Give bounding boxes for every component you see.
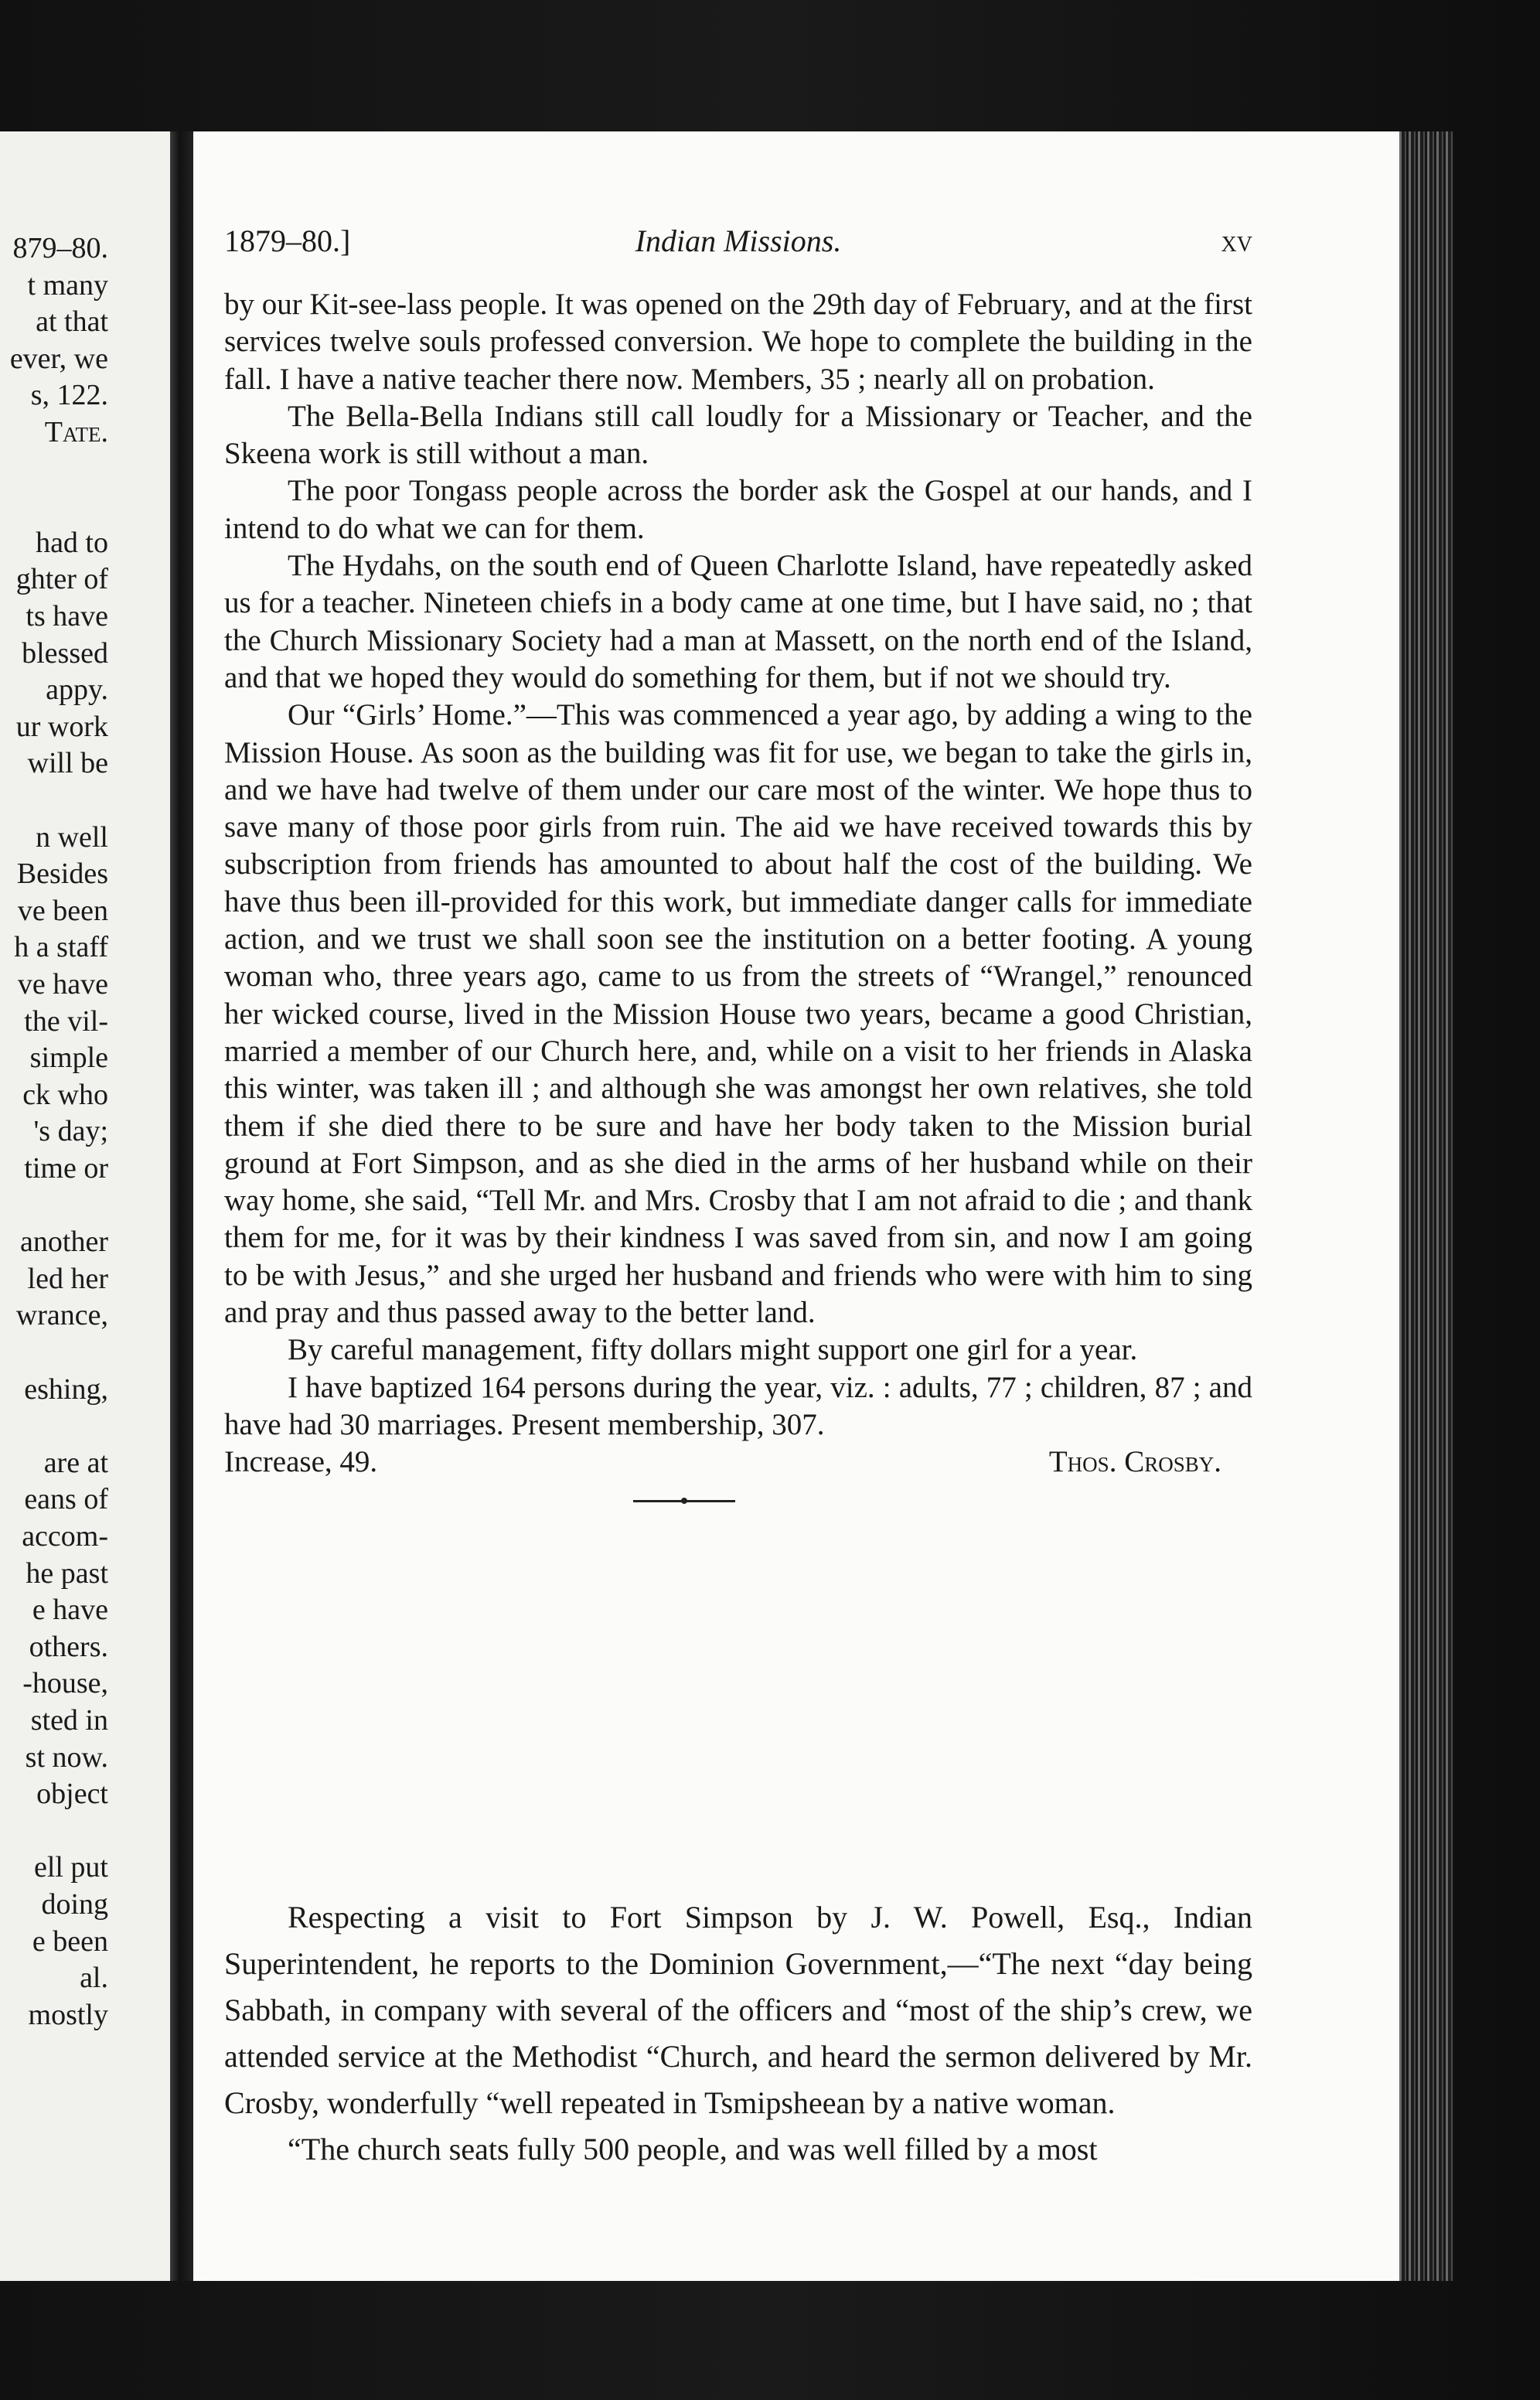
signature-line: [224, 1444, 1252, 1481]
left-page-line: blessed: [22, 636, 108, 670]
main-text: [224, 286, 1252, 1509]
paragraph: Respecting a visit to Fort Simpson by J. W. Powell, Esq., Indian Superintendent, he reports to the Dominion Government,—“The next “day being Sabbath, in company with several of the officers and “most of the ship’s crew, we attended service at the Methodist “Church, and heard the sermon delivered by Mr. Crosby, wonderfully “well repeated in Tsmipsheean by a native woman.: [224, 1900, 1252, 2120]
left-page-line: ever, we: [9, 342, 108, 375]
paragraph: By careful management, fifty dollars might support one girl for a year.: [288, 1333, 1138, 1367]
paragraph: The Bella-Bella Indians still call loudly for a Missionary or Teacher, and the Skeena work is still without a man.: [224, 399, 1252, 471]
paragraph: Our “Girls’ Home.”—This was commenced a year ago, by adding a wing to the Mission House. As soon as the building was fit for use, we began to take the girls in, and we have had twelve of them under our care most of the winter. We hope thus to save many of those poor girls from ruin. The aid we have received towards this by subscription from friends has amounted to about half the cost of the building. We have thus been ill-provided for this work, but immediate danger calls for immediate action, and we trust we shall soon see the institution on a better footing. A young woman who, three years ago, came to us from the streets of “Wrangel,” renounced her wicked course, lived in the Mission House two years, became a good Christian, married a member of our Church here, and, while on a visit to her friends in Alaska this winter, was taken ill ; and although she was amongst her own relatives, she told them if she died there to be sure and have her body taken to the Mission burial ground at Fort Simpson, and as she died in the arms of her husband while on their way home, she said, “Tell Mr. and Mrs. Crosby that I am not afraid to die ; and thank them for me, for it was by their kindness I was saved from sin, and now I am going to be with Jesus,” and she urged her husband and friends who were with him to sing and pray and thus passed away to the better land.: [224, 698, 1252, 1330]
left-page-line: -house,: [22, 1667, 108, 1700]
left-page-line: e been: [32, 1924, 108, 1958]
left-page-line: ts have: [26, 600, 108, 632]
left-page-line: ve have: [17, 968, 108, 1001]
left-page-line: at that: [36, 305, 108, 339]
left-page-line: s, 122.: [30, 379, 108, 412]
signature: Thos. Crosby.: [1048, 1445, 1221, 1479]
left-page-line: doing: [41, 1888, 108, 1921]
left-page-line: Besides: [16, 857, 108, 891]
left-page-line: wrance,: [15, 1299, 108, 1332]
left-page-line: Tate.: [44, 416, 108, 448]
running-header: [224, 223, 1252, 261]
second-section: [224, 1894, 1252, 2173]
left-page-line: st now.: [25, 1740, 108, 1774]
paragraph: The Hydahs, on the south end of Queen Charlotte Island, have repeatedly asked us for a teacher. Nineteen chiefs in a body came at one time, but I have said, no ; that the Church Missionary Society had a man at Massett, on the north end of the Island, and that we hoped they would do something for them, but if not we should try.: [224, 549, 1252, 694]
left-page-line: 's day;: [33, 1115, 108, 1148]
left-page-line: had to: [36, 526, 108, 559]
facing-page-left: [0, 131, 170, 2281]
left-page-line: eans of: [24, 1483, 108, 1516]
header-title: Indian Missions.: [635, 223, 842, 258]
left-page-line: object: [36, 1778, 108, 1811]
paragraph: by our Kit-see-lass people. It was opened on the 29th day of February, and at the first services twelve souls professed conversion. We hope to complete the building in the fall. I have a native teacher there now. Members, 35 ; nearly all on probation.: [224, 288, 1252, 396]
left-page-line: mostly: [28, 1998, 108, 2031]
left-page-line: t many: [27, 268, 108, 302]
increase-text: Increase, 49.: [224, 1445, 378, 1479]
left-page-line: ghter of: [15, 563, 108, 596]
page-number: xv: [1221, 223, 1252, 258]
left-page-line: are at: [43, 1446, 108, 1479]
left-page-line: ell put: [33, 1851, 108, 1884]
left-page-line: simple: [29, 1041, 108, 1075]
left-page-line: the vil-: [24, 1004, 108, 1038]
left-page-line: 879–80.: [12, 232, 108, 264]
left-page-line: accom-: [22, 1520, 108, 1553]
left-page-line: led her: [27, 1262, 108, 1295]
left-page-line: others.: [29, 1630, 108, 1663]
paragraph: “The church seats fully 500 people, and was well filled by a most: [288, 2132, 1098, 2166]
header-year: 1879–80.]: [224, 223, 351, 258]
left-page-line: another: [20, 1226, 108, 1259]
left-page-line: appy.: [46, 673, 108, 707]
book-gutter: [170, 131, 193, 2281]
left-page-line: ur work: [15, 710, 108, 743]
left-page-line: sted in: [30, 1704, 108, 1737]
left-page-line: ck who: [22, 1078, 108, 1111]
book-page: [193, 131, 1399, 2281]
page-edges: [1399, 131, 1453, 2281]
left-page-line: e have: [32, 1594, 108, 1627]
paragraph: I have baptized 164 persons during the year, viz. : adults, 77 ; children, 87 ; and have had 30 marriages. Present membership, 307.: [224, 1370, 1252, 1441]
left-page-line: n well: [36, 820, 108, 854]
paragraph: The poor Tongass people across the border ask the Gospel at our hands, and I intend to do what we can for them.: [224, 474, 1252, 545]
left-page-line: he past: [26, 1556, 108, 1590]
divider-dot: [681, 1498, 687, 1504]
left-page-line: al.: [80, 1962, 108, 1995]
left-page-line: ve been: [17, 894, 108, 927]
left-page-line: eshing,: [24, 1372, 108, 1406]
left-page-line: h a staff: [14, 931, 108, 964]
left-page-line: will be: [27, 747, 108, 780]
left-page-line: time or: [24, 1152, 108, 1185]
